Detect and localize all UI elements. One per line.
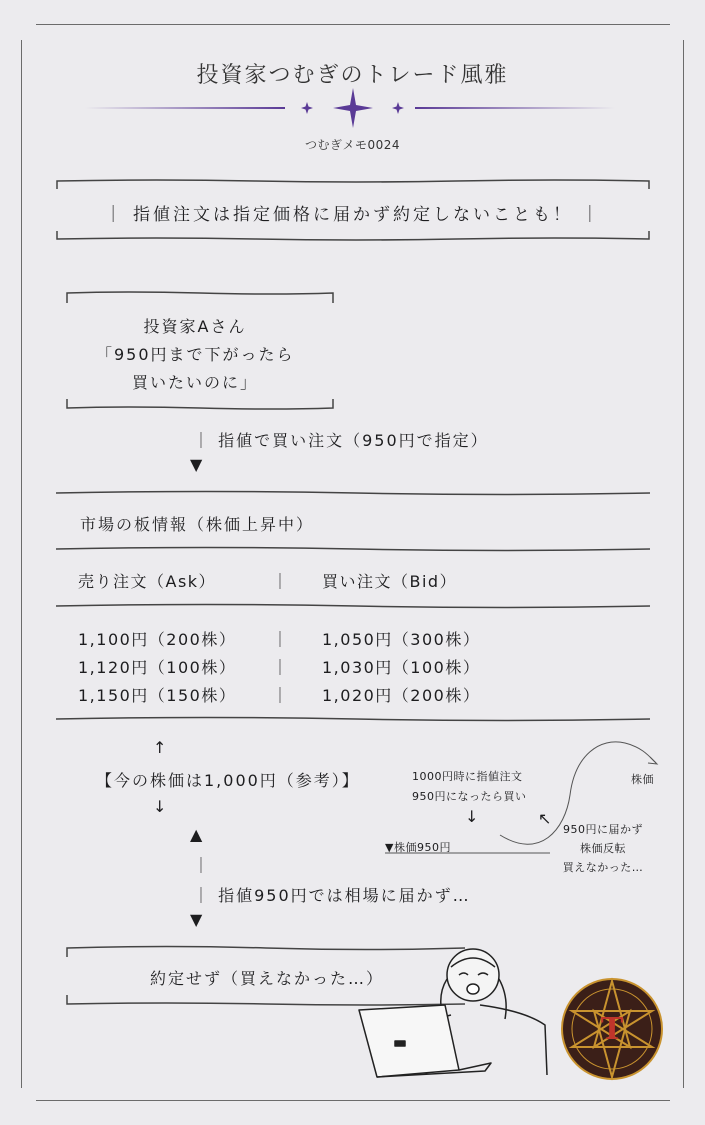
- chart-reversal-line3: 買えなかった…: [562, 861, 644, 874]
- frame-left-line: [21, 40, 22, 1088]
- headline-text: ｜ 指値注文は指定価格に届かず約定しないことも！ ｜: [104, 205, 602, 225]
- order-book-title: 市場の板情報（株価上昇中）: [80, 515, 315, 534]
- price-up-arrow: ↑: [153, 738, 169, 757]
- bid-header: 買い注文（Bid）: [322, 572, 458, 591]
- memo-id: つむぎメモ0024: [304, 138, 401, 152]
- investor-quote-line1: 「950円まで下がったら: [96, 345, 295, 364]
- investor-name: 投資家Aさん: [143, 317, 247, 336]
- down-arrow-1: ▼: [190, 455, 204, 474]
- frame-top-line: [36, 24, 670, 25]
- worried-investor-illustration: [355, 945, 555, 1085]
- result-text: 約定せず（買えなかった…）: [150, 969, 385, 988]
- title-ornament: [85, 88, 645, 128]
- badge-letter: T: [600, 1012, 624, 1047]
- ask-row-1: 1,100円（200株）: [78, 630, 237, 649]
- row-separator-3: ｜: [272, 686, 290, 705]
- page-title: 投資家つむぎのトレード風雅: [196, 63, 509, 88]
- ask-header: 売り注文（Ask）: [78, 572, 217, 591]
- bid-row-1: 1,050円（300株）: [322, 630, 481, 649]
- brand-badge: [558, 975, 666, 1083]
- chart-note-line1: 1000円時に指値注文: [412, 770, 523, 783]
- ask-row-2: 1,120円（100株）: [78, 658, 237, 677]
- chart-note-arrow: ↓: [465, 807, 481, 826]
- chart-reversal-line1: 950円に届かず: [563, 823, 643, 836]
- bid-row-3: 1,020円（200株）: [322, 686, 481, 705]
- current-price-note: 【今の株価は1,000円（参考）】: [96, 771, 360, 790]
- row-separator-2: ｜: [272, 658, 290, 677]
- down-arrow-2: ▼: [190, 910, 204, 929]
- price-down-arrow: ↓: [153, 797, 169, 816]
- chart-reversal-arrow: ↖: [538, 809, 554, 828]
- row-separator-1: ｜: [272, 630, 290, 649]
- chart-reversal-line2: 株価反転: [580, 842, 626, 855]
- chart-stock-label: 株価: [631, 773, 654, 786]
- result-step-text: ｜ 指値950円では相場に届かず…: [193, 886, 471, 905]
- ask-row-3: 1,150円（150株）: [78, 686, 237, 705]
- chart-note-line2: 950円になったら買い: [412, 790, 527, 803]
- frame-bottom-line: [36, 1100, 670, 1101]
- header-separator: ｜: [272, 572, 290, 591]
- result-step-bar: ｜: [193, 856, 212, 875]
- up-arrow: ▲: [190, 825, 204, 844]
- bid-row-2: 1,030円（100株）: [322, 658, 481, 677]
- order-step-text: ｜ 指値で買い注文（950円で指定）: [193, 431, 489, 450]
- frame-right-line: [683, 40, 684, 1088]
- investor-quote-line2: 買いたいのに」: [131, 373, 258, 392]
- chart-level-label: ▼株価950円: [385, 841, 451, 854]
